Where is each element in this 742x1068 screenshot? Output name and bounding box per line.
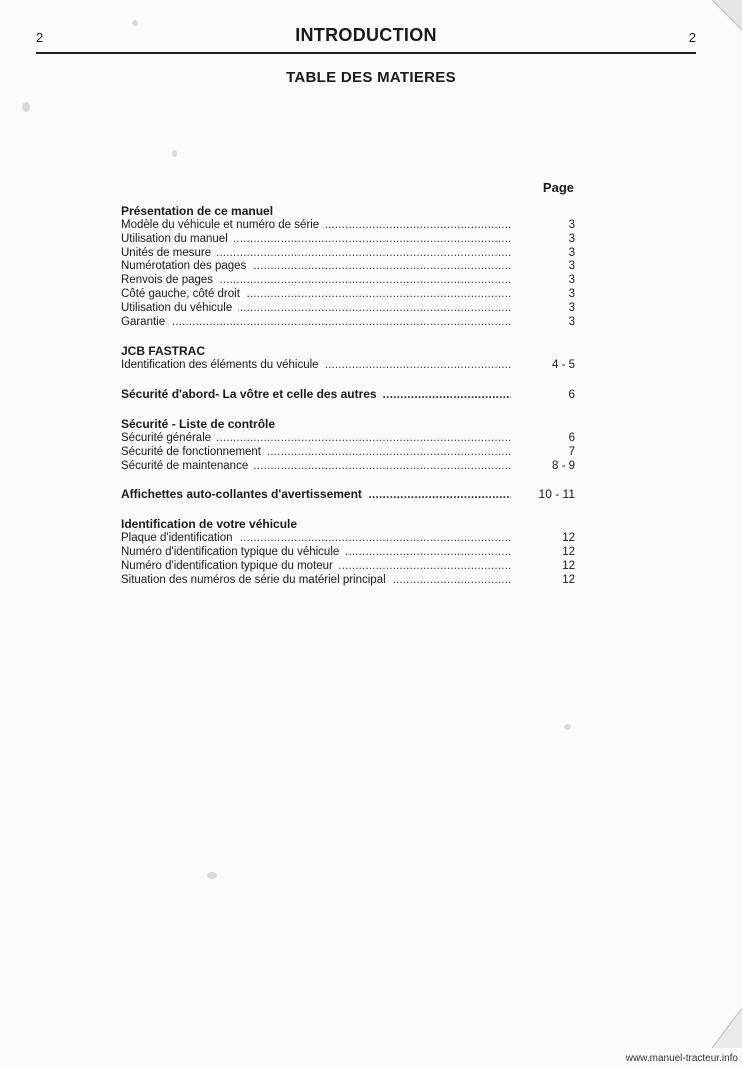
entry-label: Numéro d'identification typique du véhicule xyxy=(121,546,345,560)
toc-entry[interactable] xyxy=(121,574,575,588)
footer-url[interactable]: www.manuel-tracteur.info xyxy=(625,1053,738,1064)
entry-page: 3 xyxy=(568,287,575,300)
chapter-title: INTRODUCTION xyxy=(295,25,437,45)
toc-section-identification xyxy=(121,517,575,587)
entry-label: Utilisation du véhicule xyxy=(121,302,238,316)
toc-section-presentation xyxy=(121,204,575,329)
toc-entry[interactable] xyxy=(121,359,575,373)
entry-page: 10 - 11 xyxy=(538,487,575,502)
toc-entry[interactable] xyxy=(121,233,575,247)
entry-page: 3 xyxy=(568,232,575,245)
toc-entry[interactable] xyxy=(121,532,575,546)
page-header xyxy=(36,24,696,52)
entry-label: Numéro d'identification typique du moteur xyxy=(121,560,339,574)
toc-entry[interactable] xyxy=(121,260,575,274)
entry-page: 3 xyxy=(568,219,575,231)
entry-page: 6 xyxy=(568,387,575,402)
toc-entry[interactable] xyxy=(121,460,575,474)
toc-entry[interactable] xyxy=(121,247,575,261)
toc-entry[interactable] xyxy=(121,288,575,302)
entry-page: 4 - 5 xyxy=(551,359,575,372)
toc-entry[interactable] xyxy=(121,446,575,460)
entry-label: Utilisation du manuel xyxy=(121,233,234,247)
page-corner-mark xyxy=(702,988,742,1048)
entry-label: Plaque d'identification xyxy=(121,532,239,546)
entry-page: 3 xyxy=(568,274,575,287)
scan-speck xyxy=(207,872,217,879)
section-title: JCB FASTRAC xyxy=(121,344,206,359)
section-title: Présentation de ce manuel xyxy=(121,204,274,218)
entry-page: 12 xyxy=(562,559,575,572)
table-of-contents xyxy=(121,204,575,602)
toc-entry[interactable] xyxy=(121,546,575,560)
entry-page: 3 xyxy=(568,260,575,273)
toc-entry[interactable] xyxy=(121,388,575,402)
entry-label: Renvois de pages xyxy=(121,274,219,288)
toc-section-affichettes xyxy=(121,488,575,502)
entry-page: 12 xyxy=(562,545,575,558)
toc-entry[interactable] xyxy=(121,560,575,574)
entry-label: Garantie xyxy=(121,316,171,330)
toc-entry[interactable] xyxy=(121,302,575,316)
toc-entry[interactable] xyxy=(121,316,575,330)
toc-section-securite-liste xyxy=(121,417,575,473)
entry-page: 3 xyxy=(568,246,575,259)
entry-page: 8 - 9 xyxy=(551,459,575,472)
toc-title: TABLE DES MATIERES xyxy=(286,69,456,86)
toc-section-securite-abord xyxy=(121,388,575,402)
toc-entry[interactable] xyxy=(121,274,575,288)
entry-label: Sécurité de fonctionnement xyxy=(121,446,267,460)
page-number-right: 2 xyxy=(688,30,696,45)
entry-label: Situation des numéros de série du matériel principal xyxy=(121,574,392,588)
toc-entry[interactable] xyxy=(121,488,575,502)
scan-speck xyxy=(564,724,571,730)
toc-entry[interactable] xyxy=(121,219,575,233)
section-title: Sécurité - Liste de contrôle xyxy=(121,416,276,431)
toc-section-jcb-fastrac xyxy=(121,344,575,373)
scan-speck xyxy=(22,102,30,112)
entry-label: Sécurité de maintenance xyxy=(121,460,254,474)
page-corner-mark xyxy=(702,0,742,60)
entry-label: Identification des éléments du véhicule xyxy=(121,359,325,373)
entry-label: Sécurité générale xyxy=(121,432,217,446)
scan-speck xyxy=(172,150,177,157)
entry-page: 3 xyxy=(568,301,575,314)
entry-label: Côté gauche, côté droit xyxy=(121,288,246,302)
header-rule xyxy=(36,52,696,54)
page-column-label: Page xyxy=(542,180,574,195)
entry-page: 12 xyxy=(562,532,575,545)
entry-label: Numérotation des pages xyxy=(121,260,252,274)
entry-label: Modèle du véhicule et numéro de série xyxy=(121,219,325,233)
section-title: Identification de votre véhicule xyxy=(121,517,298,532)
entry-label: Unités de mesure xyxy=(121,247,217,261)
entry-page: 6 xyxy=(568,431,575,444)
page-number-left: 2 xyxy=(36,30,44,45)
entry-page: 3 xyxy=(568,315,575,328)
entry-label: Sécurité d'abord- La vôtre et celle des autres xyxy=(121,388,383,402)
entry-label: Affichettes auto-collantes d'avertissement xyxy=(121,488,368,502)
entry-page: 12 xyxy=(562,573,575,586)
toc-entry[interactable] xyxy=(121,432,575,446)
entry-page: 7 xyxy=(568,445,575,458)
scan-speck xyxy=(132,20,138,26)
